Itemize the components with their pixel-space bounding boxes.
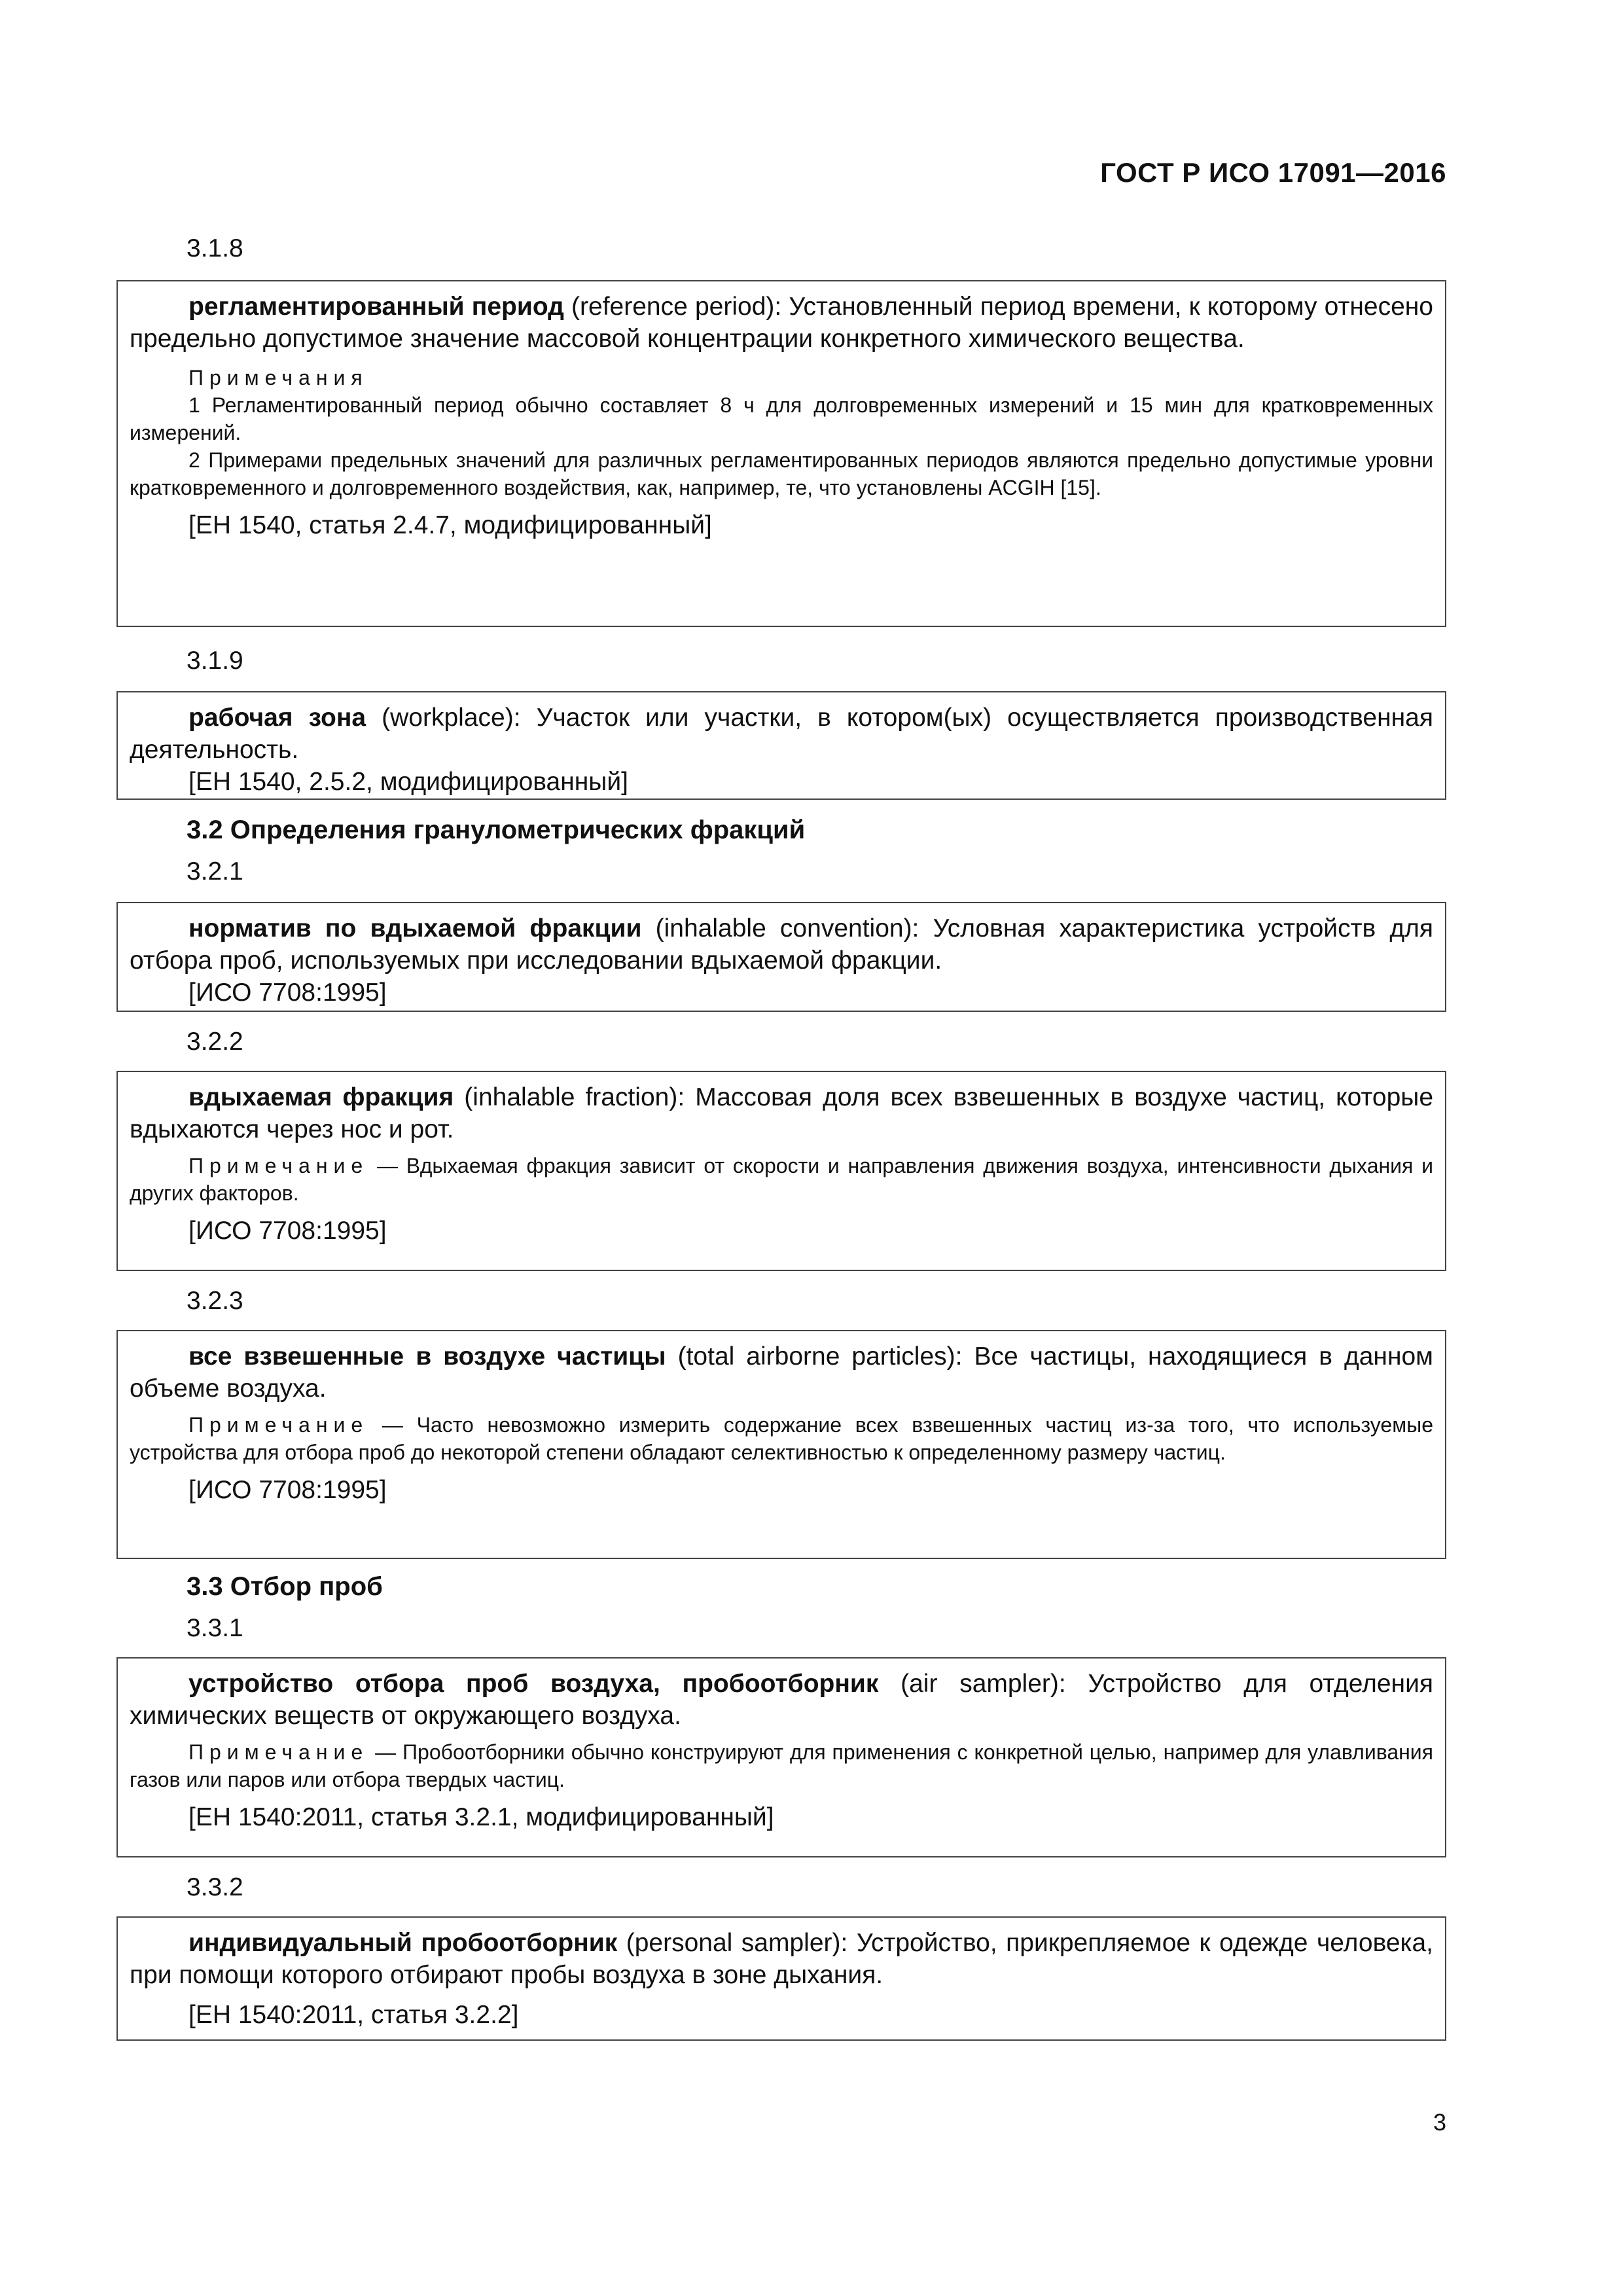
term-source: [ИСО 7708:1995] xyxy=(188,1217,387,1245)
note xyxy=(130,1738,1433,1793)
note xyxy=(130,1411,1433,1466)
term-box xyxy=(116,1330,1446,1559)
term-source: [ИСО 7708:1995] xyxy=(188,978,387,1007)
term-source: [ИСО 7708:1995] xyxy=(188,1476,387,1504)
term-number: 3.3.1 xyxy=(187,1614,243,1642)
term-definition xyxy=(130,1081,1433,1145)
term-definition-text: (reference period): Установленный период времени, к которому отнесено предельно допустимое значение массовой концентрации конкретного химического вещества. xyxy=(130,293,1433,353)
term-name: устройство отбора проб воздуха, пробоотборник xyxy=(188,1670,879,1698)
note xyxy=(130,1152,1433,1207)
notes-heading: Примечания xyxy=(188,366,368,389)
term-box xyxy=(116,1071,1446,1271)
term-definition xyxy=(130,702,1433,766)
term-source: [ЕН 1540, 2.5.2, модифицированный] xyxy=(188,768,628,796)
note-label: Примечание xyxy=(188,1740,369,1764)
term-box xyxy=(116,280,1446,627)
term-definition-text: (total airborne particles): Все частицы, находящиеся в данном объеме воздуха. xyxy=(130,1342,1433,1403)
term-name: индивидуальный пробоотборник xyxy=(188,1929,618,1957)
term-definition xyxy=(130,1340,1433,1405)
section-heading: 3.2 Определения гранулометрических фракций xyxy=(187,816,806,844)
term-box xyxy=(116,902,1446,1012)
term-number: 3.1.8 xyxy=(187,234,243,262)
note-text: — Пробоотборники обычно конструируют для применения с конкретной целью, например для улавливания газов или паров или отбора твердых частиц. xyxy=(130,1740,1433,1791)
term-name: все взвешенные в воздухе частицы xyxy=(188,1342,666,1371)
term-definition-text: (personal sampler): Устройство, прикрепляемое к одежде человека, при помощи которого отбирают пробы воздуха в зоне дыхания. xyxy=(130,1929,1433,1989)
term-source: [ЕН 1540:2011, статья 3.2.1, модифицированный] xyxy=(188,1803,774,1831)
term-name: вдыхаемая фракция xyxy=(188,1083,454,1111)
term-number: 3.1.9 xyxy=(187,647,243,675)
term-definition-text: (air sampler): Устройство для отделения химических веществ от окружающего воздуха. xyxy=(130,1670,1433,1730)
term-definition-text: (inhalable convention): Условная характеристика устройств для отбора проб, используемых при исследовании вдыхаемой фракции. xyxy=(130,914,1433,975)
term-box xyxy=(116,1657,1446,1857)
term-definition xyxy=(130,291,1433,355)
term-box xyxy=(116,1916,1446,2041)
term-name: норматив по вдыхаемой фракции xyxy=(188,914,642,942)
note-text: — Часто невозможно измерить содержание всех взвешенных частиц из-за того, что используемые устройства для отбора проб до некоторой степени обладают селективностью к определенному размеру частиц. xyxy=(130,1413,1433,1464)
term-number: 3.2.2 xyxy=(187,1028,243,1056)
page-number: 3 xyxy=(1433,2109,1446,2136)
note-label: Примечание xyxy=(188,1154,369,1177)
section-heading: 3.3 Отбор проб xyxy=(187,1572,383,1601)
term-number: 3.3.2 xyxy=(187,1873,243,1901)
note-text: — Вдыхаемая фракция зависит от скорости и направления движения воздуха, интенсивности дыхания и других факторов. xyxy=(130,1154,1433,1205)
term-definition xyxy=(130,1668,1433,1732)
term-definition-text: (inhalable fraction): Массовая доля всех взвешенных в воздухе частиц, которые вдыхаются через нос и рот. xyxy=(130,1083,1434,1143)
term-box xyxy=(116,691,1446,800)
document-id-header: ГОСТ Р ИСО 17091—2016 xyxy=(1100,157,1446,188)
term-number: 3.2.3 xyxy=(187,1287,243,1315)
term-number: 3.2.1 xyxy=(187,857,243,886)
term-definition-text: (workplace): Участок или участки, в котором(ых) осуществляется производственная деятельность. xyxy=(130,704,1433,764)
term-source: [ЕН 1540, статья 2.4.7, модифицированный] xyxy=(188,511,712,539)
term-source: [ЕН 1540:2011, статья 3.2.2] xyxy=(188,2001,519,2029)
term-definition xyxy=(130,912,1433,977)
note-1: 1 Регламентированный период обычно составляет 8 ч для долговременных измерений и 15 мин для кратковременных измерений. xyxy=(130,393,1433,444)
term-name: регламентированный период xyxy=(188,293,564,321)
note-2: 2 Примерами предельных значений для различных регламентированных периодов являются предельно допустимые уровни кратковременного и долговременного воздействия, как, например, те, что установлены ACGIH [15]. xyxy=(130,448,1433,499)
note-label: Примечание xyxy=(188,1413,369,1437)
term-name: рабочая зона xyxy=(188,704,366,732)
term-definition xyxy=(130,1927,1433,1991)
